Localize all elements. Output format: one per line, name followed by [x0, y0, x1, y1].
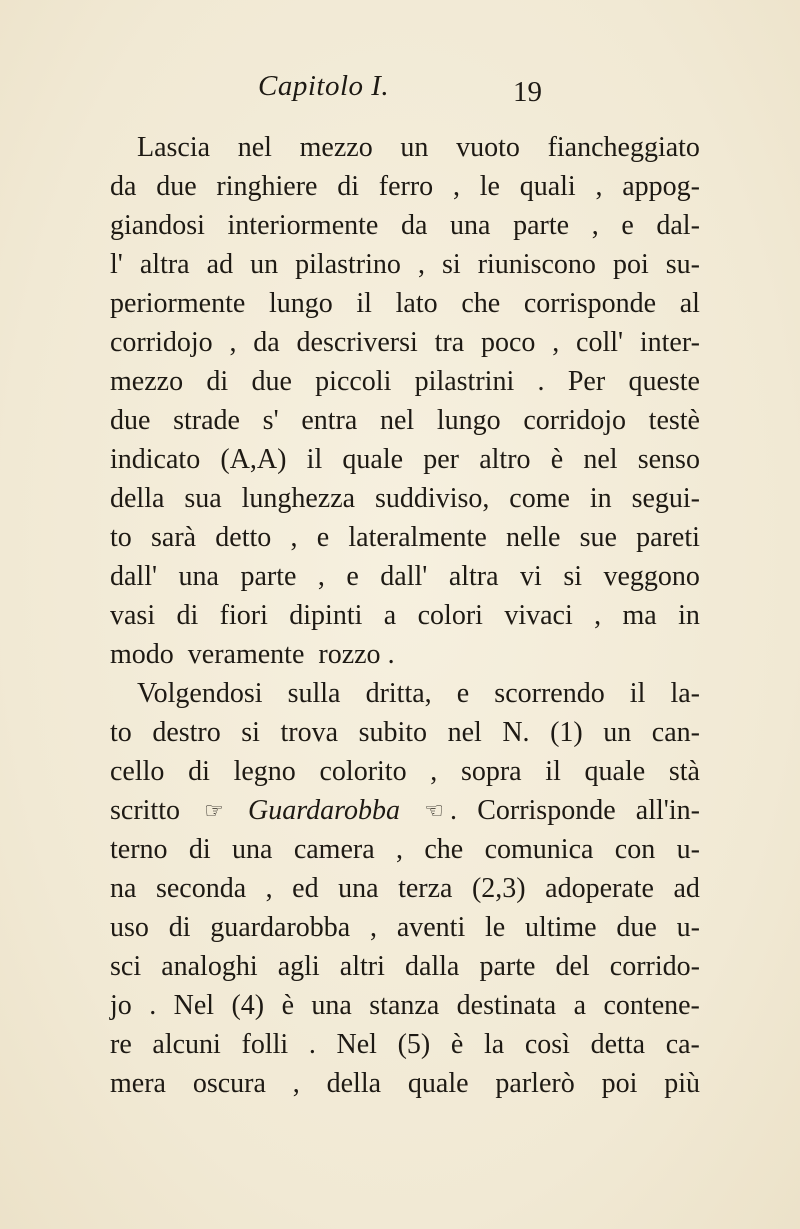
word: veggono [603, 561, 700, 592]
word: , [452, 171, 460, 202]
word: can- [651, 717, 700, 748]
word: nel [237, 132, 272, 163]
word: Corrisponde [477, 795, 616, 826]
word: ad [206, 249, 234, 280]
word: analoghi [161, 951, 258, 982]
word: ed [292, 873, 319, 904]
word: altro [479, 444, 531, 475]
word: è [450, 1029, 464, 1060]
word: (2,3) [471, 873, 526, 904]
word: lateralmente [348, 522, 487, 553]
word: guardarobba [210, 912, 351, 943]
word: per [423, 444, 460, 475]
word: due [110, 405, 151, 436]
word: jo [110, 990, 132, 1021]
word: Volgendosi [137, 678, 263, 709]
word: due [251, 366, 292, 397]
word: sulla [287, 678, 341, 709]
text-line [110, 596, 700, 635]
word: in [678, 600, 700, 631]
text-line [110, 323, 700, 362]
word: della [326, 1068, 382, 1099]
word: to [110, 717, 132, 748]
word: quale [584, 756, 646, 787]
word: strade [173, 405, 240, 436]
word: comunica [484, 834, 594, 865]
word: un [400, 132, 429, 163]
word: appog- [622, 171, 700, 202]
word: (1) [550, 717, 583, 748]
word: che [424, 834, 464, 865]
word: vi [520, 561, 542, 592]
word: oscura [192, 1068, 266, 1099]
word: periormente [110, 288, 246, 319]
word: , [396, 834, 404, 865]
text-line [110, 167, 700, 206]
word: , [229, 327, 237, 358]
word: suddiviso, [375, 483, 490, 514]
text-line [110, 440, 700, 479]
word: al [679, 288, 700, 319]
word: . [149, 990, 157, 1021]
word: scorrendo [494, 678, 605, 709]
word: destinata [456, 990, 557, 1021]
word: rozzo [318, 639, 381, 670]
word: , [292, 1068, 300, 1099]
word: re [110, 1029, 132, 1060]
word: alcuni [152, 1029, 221, 1060]
word: dall' [110, 561, 158, 592]
word: a [383, 600, 397, 631]
word: parlerò [495, 1068, 575, 1099]
word: nel [583, 444, 618, 475]
text-line [110, 401, 700, 440]
word: con [614, 834, 656, 865]
word: seconda [155, 873, 247, 904]
word: . [387, 639, 395, 670]
word: quale [342, 444, 404, 475]
word: ca- [665, 1029, 700, 1060]
word: poi [601, 1068, 638, 1099]
word: colori [417, 600, 483, 631]
word: come [509, 483, 570, 514]
word: to [110, 522, 132, 553]
word: ferro [378, 171, 434, 202]
text-line [110, 128, 700, 167]
word: nel [379, 405, 415, 436]
word: di [206, 366, 229, 397]
word: na [110, 873, 137, 904]
page-number: 19 [513, 76, 542, 108]
word: ma [622, 600, 657, 631]
word: parte [240, 561, 297, 592]
word: l' [110, 249, 123, 280]
word: da [253, 327, 280, 358]
word: vivaci [504, 600, 573, 631]
word: dal- [656, 210, 700, 241]
word: fiancheggiato [547, 132, 700, 163]
word: e [621, 210, 634, 241]
word: uso [110, 912, 149, 943]
word: di [188, 756, 210, 787]
word: Per [567, 366, 606, 397]
word: poco [480, 327, 536, 358]
running-title: Capitolo I. [258, 70, 390, 102]
word: testè [648, 405, 700, 436]
word: , [370, 912, 378, 943]
word: s' [262, 405, 279, 436]
word: detto [215, 522, 272, 553]
word: corridojo [110, 327, 213, 358]
word: sopra [460, 756, 522, 787]
word: parte [479, 951, 536, 982]
word: Guardarobba [248, 795, 400, 826]
word: le [479, 171, 500, 202]
word: giandosi [110, 210, 205, 241]
word: all'in- [635, 795, 700, 826]
word: riuniscono [477, 249, 596, 280]
word: (4) [231, 990, 265, 1021]
word: una [338, 873, 379, 904]
word: terno [110, 834, 168, 865]
word: subito [358, 717, 428, 748]
word: altra [139, 249, 190, 280]
word: aventi [396, 912, 466, 943]
word: di [176, 600, 199, 631]
word: Lascia [137, 132, 211, 163]
word: nelle [505, 522, 561, 553]
word: e [316, 522, 330, 553]
word: della [110, 483, 165, 514]
text-line [110, 284, 700, 323]
word: . [308, 1029, 316, 1060]
word: di [188, 834, 211, 865]
word: ad [673, 873, 700, 904]
word: la- [670, 678, 700, 709]
word: tra [434, 327, 465, 358]
word: sci [110, 951, 142, 982]
text-line [110, 869, 700, 908]
word: ringhiere [216, 171, 318, 202]
word: dall' [380, 561, 428, 592]
word: (A,A) [220, 444, 287, 475]
word: adoperate [545, 873, 654, 904]
word: nel [447, 717, 482, 748]
word: una [311, 990, 352, 1021]
word: queste [628, 366, 700, 397]
word: coll' [576, 327, 624, 358]
word: (5) [397, 1029, 431, 1060]
word: quali [519, 171, 576, 202]
word: di [337, 171, 360, 202]
word: colorito [319, 756, 407, 787]
pointing-hand-left-icon: ☜ [424, 798, 444, 823]
text-line [110, 635, 700, 674]
word: lato [395, 288, 438, 319]
word: sarà [151, 522, 197, 553]
word: , [594, 600, 602, 631]
word: un [250, 249, 279, 280]
word: , [552, 327, 560, 358]
text-line [110, 1064, 700, 1103]
word: da [110, 171, 137, 202]
text-line [110, 362, 700, 401]
word: stanza [369, 990, 440, 1021]
word: e [346, 561, 359, 592]
word: il [356, 288, 372, 319]
word: corrisponde [523, 288, 657, 319]
word: vasi [110, 600, 156, 631]
word: lungo [268, 288, 333, 319]
body-text [110, 128, 700, 1103]
word: più [664, 1068, 700, 1099]
word: contene- [603, 990, 700, 1021]
word: veramente [187, 639, 305, 670]
word: lungo [436, 405, 501, 436]
text-line [110, 947, 700, 986]
word: si [441, 249, 461, 280]
text-line [110, 674, 700, 713]
word: del [555, 951, 590, 982]
word: senso [637, 444, 700, 475]
word: poi [612, 249, 649, 280]
word: fiori [219, 600, 268, 631]
word: camera [293, 834, 375, 865]
word: . [537, 366, 545, 397]
word: scritto [110, 795, 180, 826]
word: di [168, 912, 191, 943]
word: corrido- [609, 951, 700, 982]
word: mera [110, 1068, 166, 1099]
word: le [485, 912, 506, 943]
word: quale [407, 1068, 469, 1099]
word: pilastrini [414, 366, 515, 397]
text-line [110, 713, 700, 752]
word: , [265, 873, 273, 904]
word: Nel [173, 990, 215, 1021]
text-line [110, 791, 700, 830]
word: dalla [404, 951, 460, 982]
word: descriversi [296, 327, 418, 358]
word: , [595, 171, 603, 202]
word: una [232, 834, 273, 865]
word: mezzo [110, 366, 184, 397]
word: , [417, 249, 425, 280]
word: è [281, 990, 294, 1021]
word: terza [398, 873, 453, 904]
word: . [450, 795, 458, 826]
word: altra [448, 561, 499, 592]
word: si [563, 561, 582, 592]
word: trova [280, 717, 339, 748]
word: piccoli [315, 366, 392, 397]
word: destro [152, 717, 221, 748]
text-line [110, 830, 700, 869]
word: modo [110, 639, 174, 670]
word: , [317, 561, 325, 592]
word: folli [241, 1029, 289, 1060]
page-header [0, 70, 800, 110]
pointing-hand-right-icon: ☞ [204, 798, 224, 823]
word: u- [676, 912, 700, 943]
word: agli [277, 951, 320, 982]
text-line [110, 752, 700, 791]
word: il [306, 444, 323, 475]
word: indicato [110, 444, 201, 475]
word: che [461, 288, 501, 319]
word: u- [676, 834, 700, 865]
word: una [178, 561, 219, 592]
word: N. [502, 717, 530, 748]
word: pilastrino [295, 249, 401, 280]
word: una [450, 210, 491, 241]
word: il [629, 678, 646, 709]
text-line [110, 908, 700, 947]
word: stà [668, 756, 700, 787]
word: sue [579, 522, 617, 553]
word: da [400, 210, 428, 241]
word: a [573, 990, 587, 1021]
text-line [110, 206, 700, 245]
text-line [110, 518, 700, 557]
word: cello [110, 756, 165, 787]
text-line [110, 245, 700, 284]
word: dritta, [365, 678, 432, 709]
word: ultime [525, 912, 597, 943]
text-line [110, 986, 700, 1025]
word: , [591, 210, 599, 241]
word: Nel [336, 1029, 377, 1060]
text-line [110, 1025, 700, 1064]
word: sua [184, 483, 222, 514]
word: in [589, 483, 612, 514]
word: legno [233, 756, 296, 787]
word: , [290, 522, 298, 553]
word: pareti [636, 522, 700, 553]
word: inter- [639, 327, 700, 358]
word: entra [301, 405, 358, 436]
word: lunghezza [241, 483, 356, 514]
word: due [156, 171, 197, 202]
word: dipinti [289, 600, 363, 631]
text-line [110, 557, 700, 596]
word: è [550, 444, 564, 475]
word: mezzo [299, 132, 373, 163]
word: su- [665, 249, 700, 280]
word: la [483, 1029, 505, 1060]
word: altri [339, 951, 385, 982]
word: e [456, 678, 470, 709]
word: parte [513, 210, 570, 241]
word: due [616, 912, 657, 943]
word: vuoto [456, 132, 520, 163]
word: corridojo [523, 405, 626, 436]
word: , [430, 756, 438, 787]
word: interiormente [227, 210, 379, 241]
text-line [110, 479, 700, 518]
word: segui- [631, 483, 700, 514]
word: detta [590, 1029, 646, 1060]
word: il [545, 756, 561, 787]
word: si [241, 717, 260, 748]
word: un [603, 717, 632, 748]
word: così [524, 1029, 570, 1060]
